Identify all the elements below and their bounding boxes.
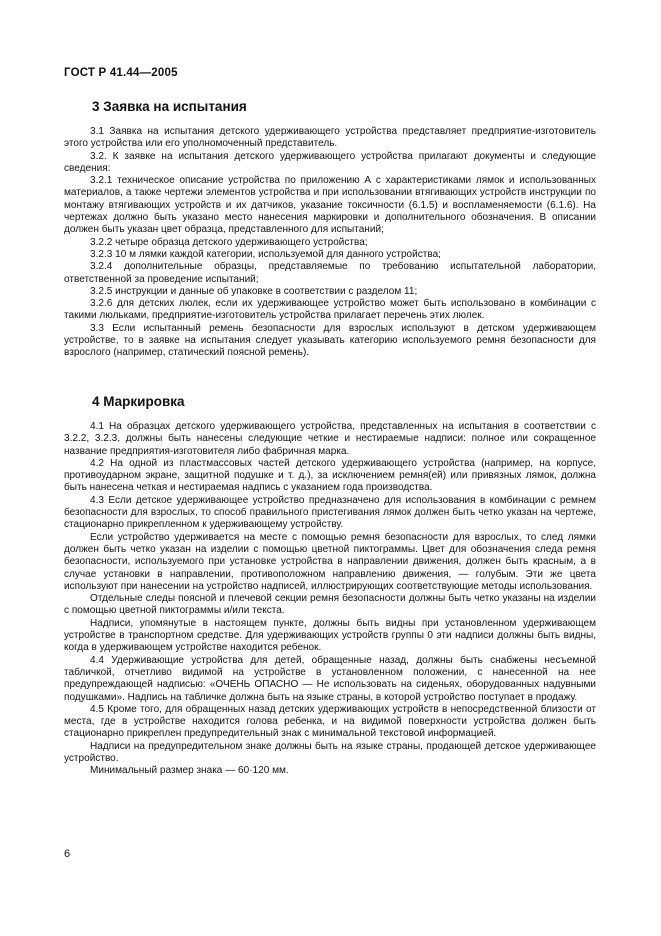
paragraph-3-2: 3.2. К заявке на испытания детского удерживающего устройства прилагают документы и следующие сведения: — [64, 150, 596, 174]
paragraph-3-1: 3.1 Заявка на испытания детского удерживающего устройства представляет предприятие-изготовитель этого устройства или его уполномоченный представитель. — [64, 126, 596, 150]
paragraph-3-2-3: 3.2.3 10 м лямки каждой категории, используемой для данного устройства; — [90, 248, 441, 260]
paragraph-4-2: 4.2 На одной из пластмассовых частей детского удерживающего устройства (например, на корпусе, противоударном экране, защитной подушке и т. д.), за исключением ремня(ей) или привязных лямок, должна быть нанесена четкая и нестираемая надпись с указанием года производства. — [64, 457, 596, 494]
paragraph-4-3: 4.3 Если детское удерживающее устройство предназначено для использования в комбинации с ремнем безопасности для взрослых, то способ правильного пристегивания лямок должен быть четко указан на чертеже, стационарно прикрепленном к удерживающему устройству. — [64, 494, 596, 531]
paragraph-3-2-2: 3.2.2 четыре образца детского удерживающего устройства; — [90, 236, 368, 248]
section-4-title: 4 Маркировка — [92, 394, 185, 409]
page-number: 6 — [64, 848, 71, 860]
paragraph-4-3-belt-route: Если устройство удерживается на месте с помощью ремня безопасности для взрослых, то след лямки должен быть четко указан на изделии с помощью цветной пиктограммы. Цвет для обозначения следа ремня безопасности, используемого при установке устройства в направлении движения, должен быть красным, а в случае установки в направлении, противоположном направлению движения, — голубым. Эти же цвета используют при нанесении на устройство надписей, иллюстрирующих соответствующие методы использования. — [64, 531, 596, 592]
section-4 — [64, 394, 596, 778]
paragraph-4-1: 4.1 На образцах детского удерживающего устройства, представленных на испытания в соответствии с 3.2.2, 3.2.3, должны быть нанесены следующие четкие и нестираемые надписи: полное или сокращенное название предприятия-изготовителя либо фабричная марка. — [64, 421, 596, 457]
section-3-title: 3 Заявка на испытания — [92, 99, 247, 114]
section-3 — [64, 99, 596, 360]
paragraph-4-3-separate-routes: Отдельные следы поясной и плечевой секции ремня безопасности должны быть четко указаны на изделии с помощью цветной пиктограммы и/или текста. — [64, 593, 596, 617]
paragraph-4-5-min-size: Минимальный размер знака — 60·120 мм. — [90, 765, 289, 777]
paragraph-4-4: 4.4 Удерживающие устройства для детей, обращенные назад, должны быть снабжены несъемной табличкой, отчетливо видимой на устройстве в установленном положении, с нанесенной на нее предупреждающей надписью: «ОЧЕНЬ ОПАСНО — Не использовать на сиденьях, оборудованных надувными подушками». Надпись на табличке должна быть на языке страны, в которой устройство поступает в продажу. — [64, 654, 596, 703]
paragraph-3-3: 3.3 Если испытанный ремень безопасности для взрослых используют в детском удерживающем устройстве, то в заявке на испытания следует указывать категорию используемого ремня безопасности для взрослого (например, статический поясной ремень). — [64, 322, 596, 359]
paragraph-4-3-visibility: Надписи, упомянутые в настоящем пункте, должны быть видны при установленном удерживающем устройстве в транспортном средстве. Для удерживающих устройств группы 0 эти надписи должны быть видны, когда в удерживающем устройстве находится ребенок. — [64, 617, 596, 654]
paragraph-4-5-language: Надписи на предупредительном знаке должны быть на языке страны, продающей детское удерживающее устройство. — [64, 740, 596, 765]
paragraph-3-2-6: 3.2.6 для детских люлек, если их удерживающее устройство может быть использовано в комбинации с такими люльками, предприятие-изготовитель устройства прилагает перечень этих люлек. — [64, 298, 596, 322]
paragraph-3-2-5: 3.2.5 инструкции и данные об упаковке в соответствии с разделом 11; — [90, 285, 418, 297]
paragraph-4-5: 4.5 Кроме того, для обращенных назад детских удерживающих устройств в непосредственной близости от места, где в устройстве находится голова ребенка, и на видимой поверхности устройства должен быть стационарно прикреплен предупредительный знак с минимальной текстовой информацией. — [64, 703, 596, 740]
paragraph-3-2-4: 3.2.4 дополнительные образцы, представляемые по требованию испытательной лаборатории, ответственной за проведение испытаний; — [64, 261, 596, 285]
standard-id: ГОСТ Р 41.44—2005 — [64, 67, 178, 79]
paragraph-3-2-1: 3.2.1 техническое описание устройства по приложению А с характеристиками лямок и использованных материалов, а также чертежи элементов устройства и при использовании втягивающих устройств инструкции по монтажу втягивающих устройств и их датчиков, указание токсичности (6.1.5) и воспламеняемости (6.1.6). На чертежах должно быть указано место нанесения маркировки и дополнительного обозначения. В описании должен быть указан цвет образца, представленного для испытаний; — [64, 175, 596, 236]
